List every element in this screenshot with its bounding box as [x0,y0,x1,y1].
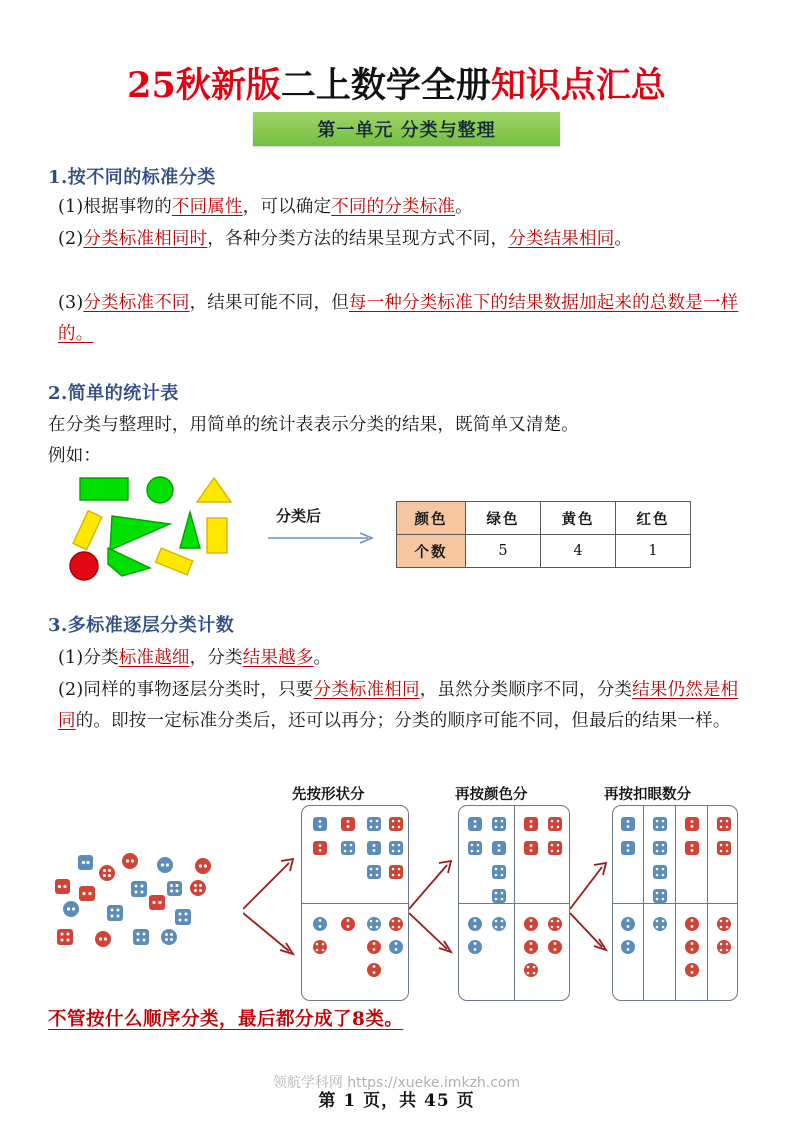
button-square-blue [367,817,381,831]
shape-yellow-rectangle-rotated [73,511,102,550]
button-square-blue [468,841,482,855]
item-marker: (3) [58,293,84,313]
section-3-item-1 [58,643,331,674]
unsorted-buttons-scatter [55,843,245,958]
button-round-red [99,865,115,881]
button-round-red [389,917,403,931]
button-round-blue [621,940,635,954]
run-emphasis: 不同的分类标准 [331,197,456,217]
button-sorting-diagram [0,783,793,1013]
button-square-red [79,886,95,901]
shape-yellow-rectangle-vertical [207,518,227,553]
button-round-blue [468,940,482,954]
table-row-header-color: 颜色 [397,502,466,535]
button-round-red [95,931,111,947]
button-round-red [717,917,731,931]
run-text: ，可以确定 [242,197,332,217]
button-round-red [341,917,355,931]
item-marker: (2) [58,680,84,700]
branch-arrows-3 [570,855,610,960]
button-round-red [367,940,381,954]
section-2-body-line-2: 例如： [48,446,102,466]
watermark: 领航学科网 https://xueke.imkzh.com [272,1075,521,1091]
button-square-red [149,895,165,910]
shape-green-rectangle [80,478,128,500]
run-text: ，各种分类方法的结果呈现方式不同， [207,229,509,249]
shapes-illustration [62,472,382,580]
button-square-blue [653,889,667,903]
run-text: 。 [313,648,332,668]
section-3-item-2 [58,675,752,737]
sort-arrow-icon [268,530,378,549]
button-square-red [717,817,731,831]
page-title [0,58,793,108]
section-1-item-1 [58,192,748,223]
shape-green-triangle-narrow [180,512,200,548]
shape-green-triangle-bottom [108,548,150,576]
button-square-blue [175,909,191,925]
table-cell-category-0: 绿色 [466,502,541,535]
run-text: 。 [455,197,473,217]
table-cell-category-1: 黄色 [541,502,616,535]
shape-red-circle [70,552,98,580]
item-marker: (1) [58,197,84,217]
button-square-red [55,879,70,894]
table-cell-category-2: 红色 [616,502,691,535]
button-square-blue [492,889,506,903]
shape-yellow-rectangle-tilted [156,548,193,575]
button-square-blue [653,865,667,879]
button-square-blue [78,855,93,870]
button-round-red [313,940,327,954]
title-part-3: 知识点汇总 [490,65,666,106]
button-square-blue [492,841,506,855]
sort-column-2-buttons [458,805,570,1001]
button-round-red [524,940,538,954]
button-round-blue [653,917,667,931]
section-1-item-2 [58,224,750,255]
page-number: 第 1 页，共 45 页 [318,1091,475,1111]
button-square-blue [492,817,506,831]
run-emphasis: 不同属性 [171,197,243,217]
table-cell-value-1: 4 [541,535,616,568]
run-text: ，结果可能不同，但 [189,293,349,313]
run-emphasis: 结果仍然是相同 [58,680,739,731]
button-square-red [524,841,538,855]
button-square-blue [653,841,667,855]
diagram-column-label-2: 再按颜色分 [455,786,528,803]
button-round-red [685,917,699,931]
button-square-blue [389,841,403,855]
button-round-red [195,858,211,874]
branch-arrows-1 [243,855,301,960]
title-part-1: 25秋新版 [127,65,281,106]
button-square-red [57,929,73,945]
color-statistics-table [396,501,691,568]
branch-arrows-2 [409,855,457,960]
run-emphasis: 标准越细 [118,648,190,668]
button-square-blue [367,865,381,879]
run-emphasis: 分类标准不同 [83,293,190,313]
sort-column-1-buttons [301,805,409,1001]
shape-green-triangle-large [110,516,170,550]
button-square-red [685,841,699,855]
shape-yellow-triangle [197,478,231,502]
table-row [397,535,691,568]
button-round-blue [157,857,173,873]
button-round-red [122,853,138,869]
button-square-blue [367,841,381,855]
button-square-blue [167,881,182,896]
button-square-blue [341,841,355,855]
button-round-red [717,940,731,954]
button-square-blue [133,929,149,945]
run-text: ，分类 [189,648,243,668]
button-square-red [313,841,327,855]
button-round-red [548,917,562,931]
button-square-blue [653,817,667,831]
button-square-blue [131,881,147,897]
button-round-blue [389,940,403,954]
table-cell-value-2: 1 [616,535,691,568]
run-emphasis: 每一种分类标准下的结果数据加起来的总数是一样的。 [58,293,739,344]
run-emphasis: 分类结果相同 [508,229,615,249]
section-2-body-line-1: 在分类与整理时，用简单的统计表表示分类的结果，既简单又清楚。 [48,415,579,435]
button-round-red [685,940,699,954]
button-round-red [367,963,381,977]
table-row-header-count: 个数 [397,535,466,568]
unit-banner [253,112,560,146]
button-square-blue [468,817,482,831]
run-emphasis: 结果越多 [242,648,314,668]
table-row [397,502,691,535]
section-heading-1: 1.按不同的标准分类 [48,167,216,188]
shape-green-circle [147,477,173,503]
diagram-column-label-1: 先按形状分 [292,786,365,803]
run-text: 。 [614,229,633,249]
button-round-red [524,963,538,977]
diagram-column-label-3: 再按扣眼数分 [604,786,691,803]
button-round-blue [63,901,79,917]
section-1-item-3 [58,288,752,350]
button-square-red [389,865,403,879]
button-square-blue [313,817,327,831]
run-text: 的。即按一定标准分类后，还可以再分；分类的顺序可能不同，但最后的结果一样。 [75,711,731,731]
item-marker: (2) [58,229,84,249]
button-square-red [389,817,403,831]
title-part-2: 二上数学全册 [280,65,491,106]
sort-column-3-buttons [612,805,738,1001]
button-square-blue [621,841,635,855]
button-square-red [524,817,538,831]
run-emphasis: 分类标准相同 [313,680,420,700]
shapes-svg [62,472,382,582]
conclusion-text: 不管按什么顺序分类，最后都分成了8类。 [48,1009,404,1030]
button-round-red [190,880,206,896]
unit-banner-label: 第一单元 分类与整理 [317,120,496,141]
button-square-blue [492,865,506,879]
button-square-red [685,817,699,831]
button-round-blue [621,917,635,931]
section-heading-2: 2.简单的统计表 [48,383,179,404]
section-heading-3: 3.多标准逐层分类计数 [48,615,235,636]
run-text: 分类 [83,648,119,668]
run-text: 同样的事物逐层分类时，只要 [83,680,314,700]
run-text: 根据事物的 [83,197,172,217]
button-square-red [341,817,355,831]
button-square-red [548,841,562,855]
table-cell-value-0: 5 [466,535,541,568]
run-text: ，虽然分类顺序不同，分类 [419,680,633,700]
button-round-red [548,940,562,954]
button-round-red [685,963,699,977]
button-round-blue [313,917,327,931]
button-round-blue [161,929,177,945]
button-round-blue [492,917,506,931]
button-square-red [717,841,731,855]
sort-arrow-label: 分类后 [276,507,322,525]
button-square-red [548,817,562,831]
run-emphasis: 分类标准相同时 [83,229,208,249]
button-round-red [524,917,538,931]
button-round-blue [367,917,381,931]
button-square-blue [621,817,635,831]
button-square-blue [107,905,123,921]
item-marker: (1) [58,648,84,668]
button-round-blue [468,917,482,931]
